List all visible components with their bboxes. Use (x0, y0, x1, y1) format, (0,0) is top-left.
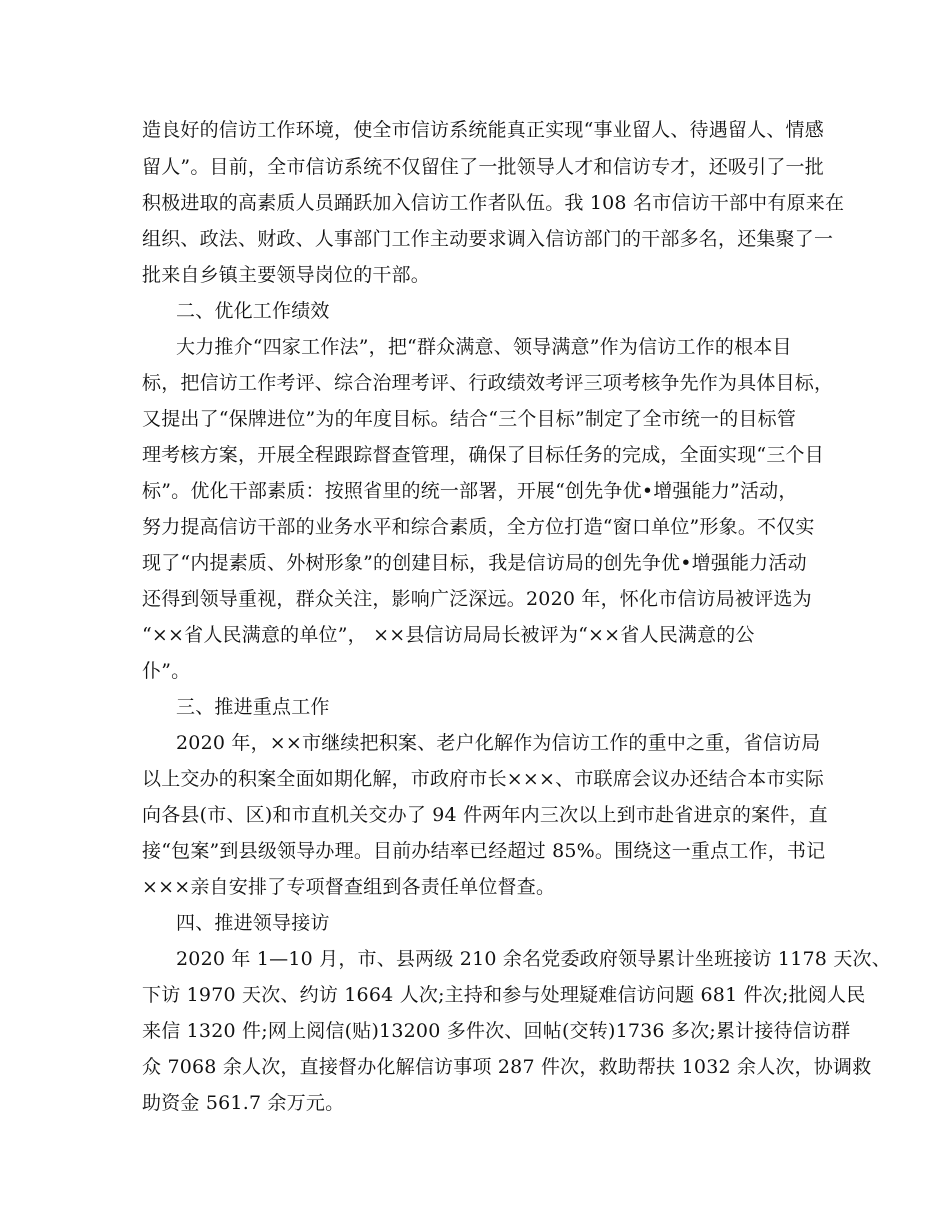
text-line: 留人”。目前，全市信访系统不仅留住了一批领导人才和信访专才，还吸引了一批 (142, 156, 824, 178)
text-line: 众 7068 余人次，直接督办化解信访事项 287 件次，救助帮扶 1032 余人次，协调救 (142, 1056, 872, 1078)
text-line: 助资金 561.7 余万元。 (142, 1092, 345, 1114)
text-line: 造良好的信访工作环境，使全市信访系统能真正实现“事业留人、待遇留人、情感 (142, 119, 824, 141)
text-line: 向各县(市、区)和市直机关交办了 94 件两年内三次以上到市赴省进京的案件，直 (142, 804, 828, 826)
text-line: 标，把信访工作考评、综合治理考评、行政绩效考评三项考核争先作为具体目标， (142, 372, 834, 394)
text-line: 下访 1970 天次、约访 1664 人次;主持和参与处理疑难信访问题 681 件次;批阅人民 (142, 984, 866, 1006)
section-heading: 三、推进重点工作 (176, 696, 330, 718)
text-line: 2020 年 1—10 月，市、县两级 210 余名党委政府领导累计坐班接访 1178 天次、 (176, 948, 891, 970)
section-heading: 二、优化工作绩效 (176, 300, 330, 322)
section-heading: 四、推进领导接访 (176, 912, 330, 934)
text-line: 批来自乡镇主要领导岗位的干部。 (142, 264, 431, 286)
text-line: 接“包案”到县级领导办理。目前办结率已经超过 85%。围绕这一重点工作，书记 (142, 840, 826, 862)
text-line: 理考核方案，开展全程跟踪督查管理，确保了目标任务的完成，全面实现“三个目 (142, 444, 824, 466)
text-line: 积极进取的高素质人员踊跃加入信访工作者队伍。我 108 名市信访干部中有原来在 (142, 192, 845, 214)
text-line: 现了“内提素质、外树形象”的创建目标，我是信访局的创先争优•增强能力活动 (142, 552, 807, 574)
text-line: ×××亲自安排了专项督查组到各责任单位督查。 (142, 876, 556, 898)
text-line: “××省人民满意的单位”， ××县信访局局长被评为“××省人民满意的公 (142, 624, 755, 646)
text-line: 标”。优化干部素质：按照省里的统一部署，开展“创先争优•增强能力”活动， (142, 480, 798, 502)
text-line: 来信 1320 件;网上阅信(贴)13200 多件次、回帖(交转)1736 多次;累计接待信访群 (142, 1020, 851, 1042)
text-line: 以上交办的积案全面如期化解，市政府市长×××、市联席会议办还结合本市实际 (142, 768, 824, 790)
text-line: 组织、政法、财政、人事部门工作主动要求调入信访部门的干部多名，还集聚了一 (142, 228, 834, 250)
text-line: 仆”。 (142, 660, 191, 682)
text-line: 大力推介“四家工作法”，把“群众满意、领导满意”作为信访工作的根本目 (176, 336, 792, 358)
text-line: 又提出了“保牌进位”为的年度目标。结合“三个目标”制定了全市统一的目标管 (142, 408, 797, 430)
text-line: 努力提高信访干部的业务水平和综合素质，全方位打造“窗口单位”形象。不仅实 (142, 516, 815, 538)
text-line: 还得到领导重视，群众关注，影响广泛深远。2020 年，怀化市信访局被评选为 (142, 588, 812, 610)
text-line: 2020 年，××市继续把积案、老户化解作为信访工作的重中之重，省信访局 (176, 732, 821, 754)
